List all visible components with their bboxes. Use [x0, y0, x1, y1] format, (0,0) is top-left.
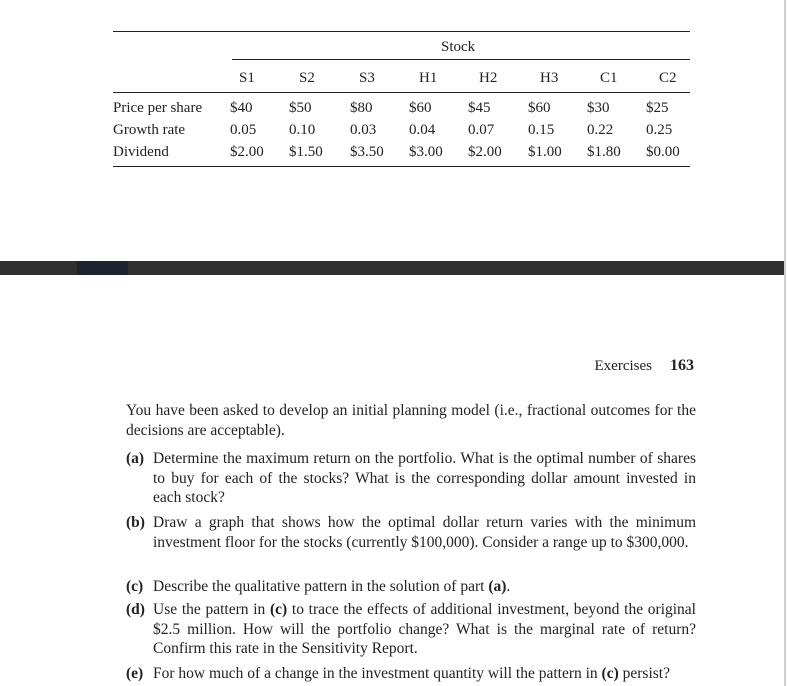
column-header: S2 [299, 70, 315, 86]
intro-paragraph: You have been asked to develop an initial planning model (i.e., fractional outcomes for the decisions are acceptable). [126, 402, 696, 439]
exercise-text-part: persist? [618, 665, 670, 682]
row-label: Dividend [113, 144, 169, 160]
table-cell: $60 [528, 100, 551, 116]
exercise-text: Draw a graph that shows how the optimal dollar return varies with the minimum investment floor for the stocks (currently $100,000). Consider a range up to $300,000. [153, 514, 696, 551]
part-reference: (a) [488, 578, 507, 595]
row-label: Price per share [113, 100, 203, 116]
exercise-text [153, 664, 696, 684]
table-cell: $1.50 [289, 144, 323, 160]
row-label: Growth rate [113, 122, 186, 138]
table-cell: $45 [468, 100, 491, 116]
table-cell: $40 [230, 100, 253, 116]
table-cell: 0.15 [528, 122, 555, 138]
exercise-label: (d) [126, 601, 145, 618]
exercise-label: (c) [126, 578, 144, 595]
table-cell: 0.04 [409, 122, 436, 138]
exercise-label: (a) [126, 450, 145, 467]
exercise-text: Determine the maximum return on the portfolio. What is the optimal number of shares to buy for each of the stocks? What is the corresponding dollar amount invested in each stock? [153, 450, 696, 506]
exercise-text [153, 577, 696, 597]
table-cell: $50 [289, 100, 312, 116]
column-header: C2 [659, 70, 677, 86]
table-top-rule [113, 31, 690, 32]
header-bottom-rule [113, 92, 690, 93]
page-separator-segment [77, 261, 128, 275]
table-cell: 0.03 [350, 122, 377, 138]
exercise-item-b [126, 513, 696, 552]
column-header: C1 [600, 70, 618, 86]
table-cell: $25 [646, 100, 669, 116]
table-cell: $0.00 [646, 144, 680, 160]
exercise-item-c [126, 577, 696, 597]
table-cell: 0.25 [646, 122, 673, 138]
table-cell: $2.00 [468, 144, 502, 160]
exercise-label: (b) [126, 514, 145, 531]
section-title: Exercises [594, 358, 652, 374]
column-header: S1 [239, 70, 255, 86]
exercise-text-part: . [506, 578, 511, 595]
table-cell: $60 [409, 100, 432, 116]
column-header: S3 [359, 70, 375, 86]
table-cell: 0.10 [289, 122, 316, 138]
exercise-item-a [126, 449, 696, 508]
table-cell: $2.00 [230, 144, 264, 160]
exercise-label: (e) [126, 665, 144, 682]
table-cell: 0.22 [587, 122, 614, 138]
page-number: 163 [670, 357, 694, 374]
running-header [595, 357, 694, 375]
part-reference: (c) [601, 665, 619, 682]
exercise-item-d [126, 600, 696, 659]
column-header: H2 [479, 70, 498, 86]
group-header-rule [232, 59, 690, 60]
page-edge [784, 0, 786, 686]
table-cell: $3.50 [350, 144, 384, 160]
exercise-text-part: Describe the qualitative pattern in the solution of part [153, 578, 489, 595]
table-cell: $30 [587, 100, 610, 116]
exercise-item-e [126, 664, 696, 684]
table-cell: 0.07 [468, 122, 495, 138]
table-group-header: Stock [441, 39, 476, 55]
exercise-text-part: Use the pattern in [153, 601, 270, 618]
table-cell: $1.80 [587, 144, 621, 160]
table-cell: $1.00 [528, 144, 562, 160]
exercise-text-part: For how much of a change in the investment quantity will the pattern in [153, 665, 602, 682]
part-reference: (c) [269, 601, 288, 618]
table-bottom-rule [113, 166, 690, 167]
table-cell: $80 [350, 100, 373, 116]
column-header: H3 [540, 70, 559, 86]
table-cell: $3.00 [409, 144, 443, 160]
exercise-text-part: to trace the effects of additional investment, beyond the original $2.5 million. How will the portfolio change? What is the marginal rate of return? Confirm this rate in the Sensitivity Report. [153, 601, 696, 657]
column-header: H1 [419, 70, 438, 86]
exercise-text [153, 600, 696, 659]
table-cell: 0.05 [230, 122, 257, 138]
